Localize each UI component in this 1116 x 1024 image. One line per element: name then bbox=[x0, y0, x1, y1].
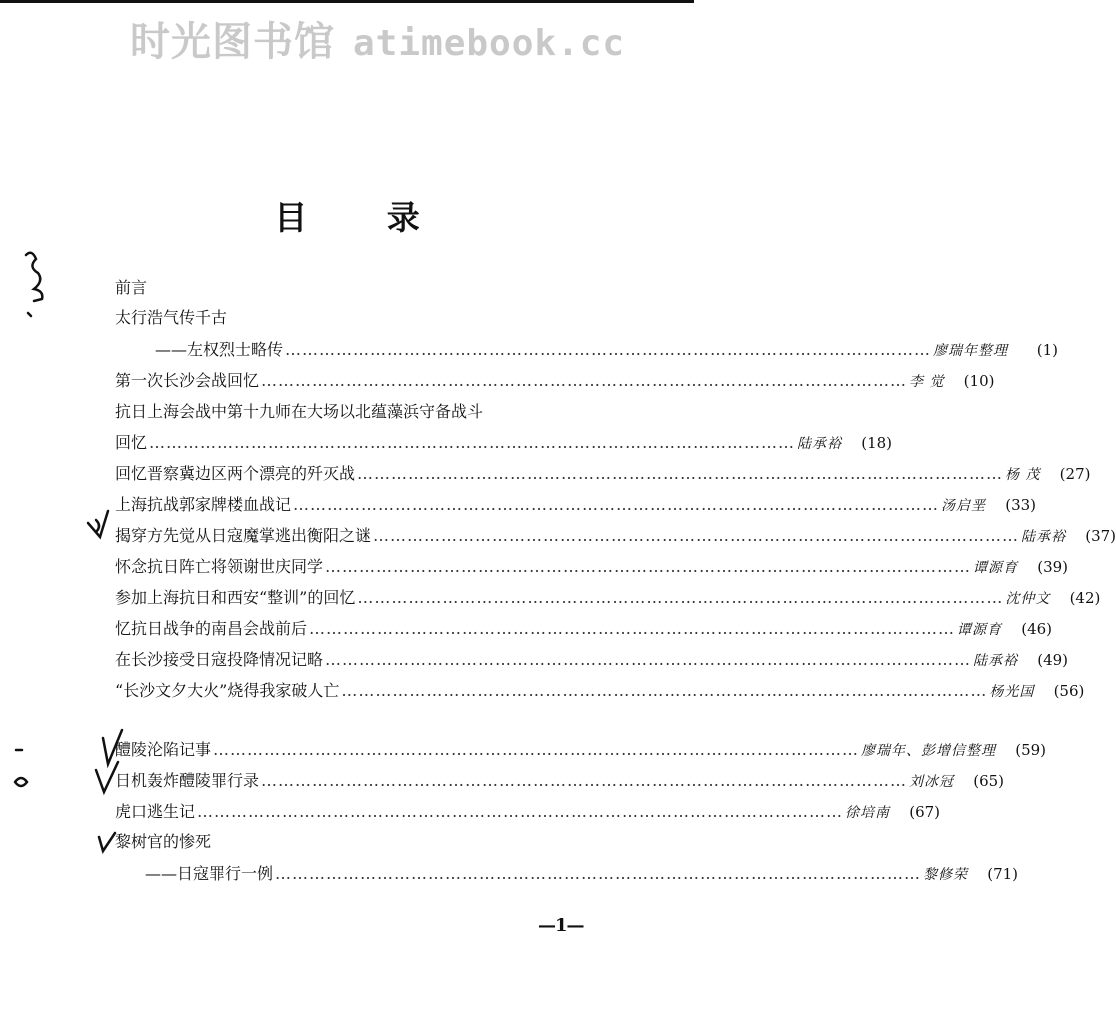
entry-page: (18) bbox=[861, 434, 893, 452]
entry-page: (59) bbox=[1015, 741, 1047, 759]
watermark-en: atimebook.cc bbox=[353, 23, 626, 64]
dot-leader: …………………………………………………………………………………………………… bbox=[261, 771, 908, 790]
entry-page: (39) bbox=[1037, 558, 1069, 576]
entry-title: 怀念抗日阵亡将领谢世庆同学 bbox=[115, 557, 324, 576]
entry-title: 黎树官的惨死 bbox=[115, 832, 212, 851]
entry-title: ——日寇罪行一例 bbox=[145, 864, 274, 883]
dot-leader: …………………………………………………………………………………………………… bbox=[357, 464, 1004, 483]
entry-page: (10) bbox=[963, 372, 995, 390]
entry-author: 李 觉 bbox=[909, 374, 945, 390]
entry-title: 揭穿方先觉从日寇魔掌逃出衡阳之谜 bbox=[115, 526, 372, 545]
check-mark-icon bbox=[96, 762, 118, 792]
dot-leader: …………………………………………………………………………………………………… bbox=[213, 740, 860, 759]
entry-author: 沈仲文 bbox=[1005, 591, 1051, 607]
entry-title: 第一次长沙会战回忆 bbox=[115, 371, 260, 390]
entry-author: 廖瑞年整理 bbox=[933, 343, 1009, 359]
margin-scribble-bottom bbox=[15, 750, 27, 786]
entry-title: 上海抗战郭家牌楼血战记 bbox=[115, 495, 292, 514]
entry-page: (27) bbox=[1059, 465, 1091, 483]
dot-leader: …………………………………………………………………………………………………… bbox=[325, 650, 972, 669]
entry-page: (67) bbox=[909, 803, 941, 821]
entry-title: 回忆 bbox=[115, 433, 148, 452]
entry-author: 陆承裕 bbox=[797, 436, 843, 452]
entry-author: 谭源育 bbox=[973, 560, 1019, 576]
entry-title: 参加上海抗日和西安“整训”的回忆 bbox=[115, 588, 356, 607]
entry-page: (49) bbox=[1037, 651, 1069, 669]
margin-dot bbox=[28, 313, 31, 316]
entry-page: (46) bbox=[1021, 620, 1053, 638]
entry-author: 谭源育 bbox=[957, 622, 1003, 638]
entry-title: 醴陵沦陷记事 bbox=[115, 740, 212, 759]
dot-leader: …………………………………………………………………………………………………… bbox=[285, 340, 932, 359]
entry-title: 太行浩气传千古 bbox=[115, 308, 228, 327]
entry-title: 虎口逃生记 bbox=[115, 802, 196, 821]
entry-title: 回忆晋察冀边区两个漂亮的歼灭战 bbox=[115, 464, 356, 483]
check-mark-icon bbox=[88, 511, 108, 537]
entry-author: 杨光国 bbox=[989, 684, 1035, 700]
check-mark-icon bbox=[103, 730, 122, 764]
entry-page: (65) bbox=[973, 772, 1005, 790]
dot-leader: …………………………………………………………………………………………………… bbox=[309, 619, 956, 638]
margin-scribble-top bbox=[26, 253, 42, 301]
dot-leader: …………………………………………………………………………………………………… bbox=[341, 681, 988, 700]
page-title: 目 录 bbox=[274, 198, 454, 237]
dot-leader: …………………………………………………………………………………………………… bbox=[357, 588, 1004, 607]
dot-leader: …………………………………………………………………………………………………… bbox=[261, 371, 908, 390]
entry-author: 陆承裕 bbox=[1021, 529, 1067, 545]
entry-page: (71) bbox=[987, 865, 1019, 883]
entry-page: (1) bbox=[1036, 341, 1059, 359]
entry-author: 陆承裕 bbox=[973, 653, 1019, 669]
entry-author: 黎修荣 bbox=[923, 867, 969, 883]
check-mark-icon bbox=[99, 833, 115, 851]
dot-leader: …………………………………………………………………………………………………… bbox=[373, 526, 1020, 545]
entry-author: 廖瑞年、彭增信整理 bbox=[861, 743, 997, 759]
dot-leader: …………………………………………………………………………………………………… bbox=[149, 433, 796, 452]
watermark-cn: 时光图书馆 bbox=[130, 19, 335, 65]
entry-title: ——左权烈士略传 bbox=[155, 340, 284, 359]
entry-page: (56) bbox=[1053, 682, 1085, 700]
page-number: —1— bbox=[538, 915, 584, 936]
entry-title: 日机轰炸醴陵罪行录 bbox=[115, 771, 260, 790]
entry-author: 杨 茂 bbox=[1005, 467, 1041, 483]
dot-leader: …………………………………………………………………………………………………… bbox=[293, 495, 940, 514]
entry-title: 忆抗日战争的南昌会战前后 bbox=[115, 619, 308, 638]
entry-author: 徐培南 bbox=[845, 805, 891, 821]
entry-title: 在长沙接受日寇投降情况记略 bbox=[115, 650, 324, 669]
entry-title: 前言 bbox=[115, 278, 148, 297]
dot-leader: …………………………………………………………………………………………………… bbox=[325, 557, 972, 576]
dot-leader: …………………………………………………………………………………………………… bbox=[197, 802, 844, 821]
entry-title: 抗日上海会战中第十九师在大场以北蕴藻浜守备战斗 bbox=[115, 402, 484, 421]
dot-leader: …………………………………………………………………………………………………… bbox=[275, 864, 922, 883]
entry-page: (42) bbox=[1069, 589, 1101, 607]
entry-page: (37) bbox=[1085, 527, 1116, 545]
entry-page: (33) bbox=[1005, 496, 1037, 514]
entry-author: 汤启垩 bbox=[941, 498, 987, 514]
entry-title: “长沙文夕大火”烧得我家破人亡 bbox=[115, 681, 340, 700]
entry-author: 刘冰冠 bbox=[909, 774, 955, 790]
